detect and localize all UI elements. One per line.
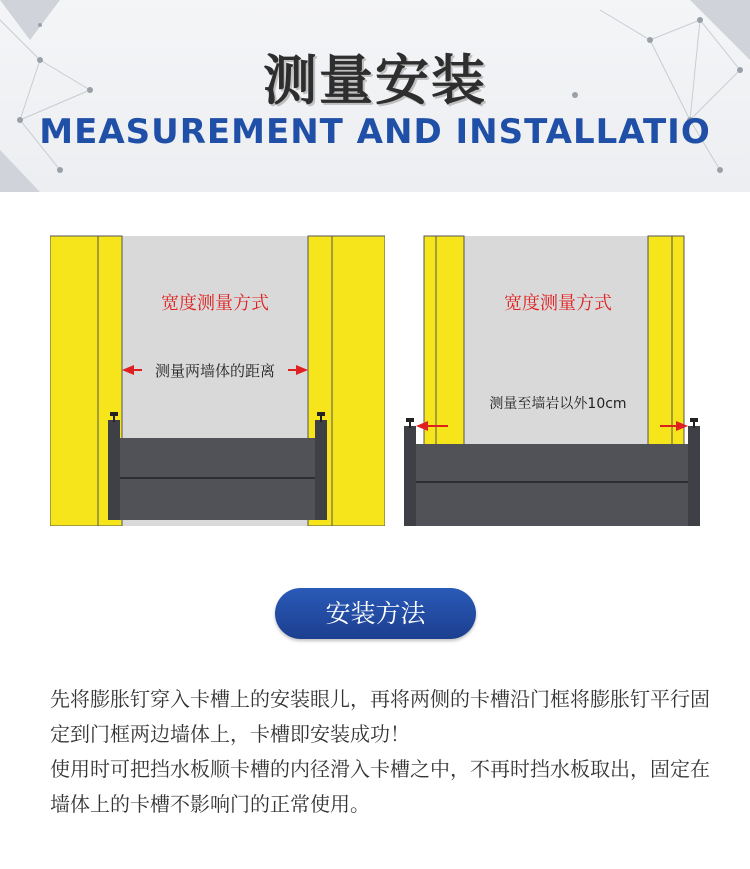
width-measure-diagram-left xyxy=(50,232,385,526)
instructions-text xyxy=(50,682,710,822)
measure-label: 测量两墙体的距离 xyxy=(154,362,276,380)
instruction-paragraph: 使用时可把挡水板顺卡槽的内径滑入卡槽之中，不再时挡水板取出，固定在墙体上的卡槽不影响门的正常使用。 xyxy=(50,757,710,816)
section-badge: 安装方法 xyxy=(275,588,476,639)
page-header xyxy=(0,0,750,192)
page-subtitle: MEASUREMENT AND INSTALLATIO xyxy=(39,112,711,152)
door-opening xyxy=(464,236,648,446)
door-frame-left xyxy=(436,236,464,446)
wall-left xyxy=(50,236,98,526)
wall-right xyxy=(672,236,684,446)
measure-label: 测量至墙岩以外10cm xyxy=(489,396,627,412)
door-frame-right xyxy=(648,236,672,446)
diagram-title: 宽度测量方式 xyxy=(161,293,269,314)
width-measure-diagram-right xyxy=(404,232,700,526)
instruction-paragraph: 先将膨胀钉穿入卡槽上的安装眼儿，再将两侧的卡槽沿门框将膨胀钉平行固定到门框两边墙体上，卡槽即安装成功！ xyxy=(50,687,710,746)
wall-right xyxy=(332,236,385,526)
wall-left xyxy=(424,236,436,446)
diagram-title: 宽度测量方式 xyxy=(504,293,612,314)
page-title: 测量安装 xyxy=(263,49,487,112)
